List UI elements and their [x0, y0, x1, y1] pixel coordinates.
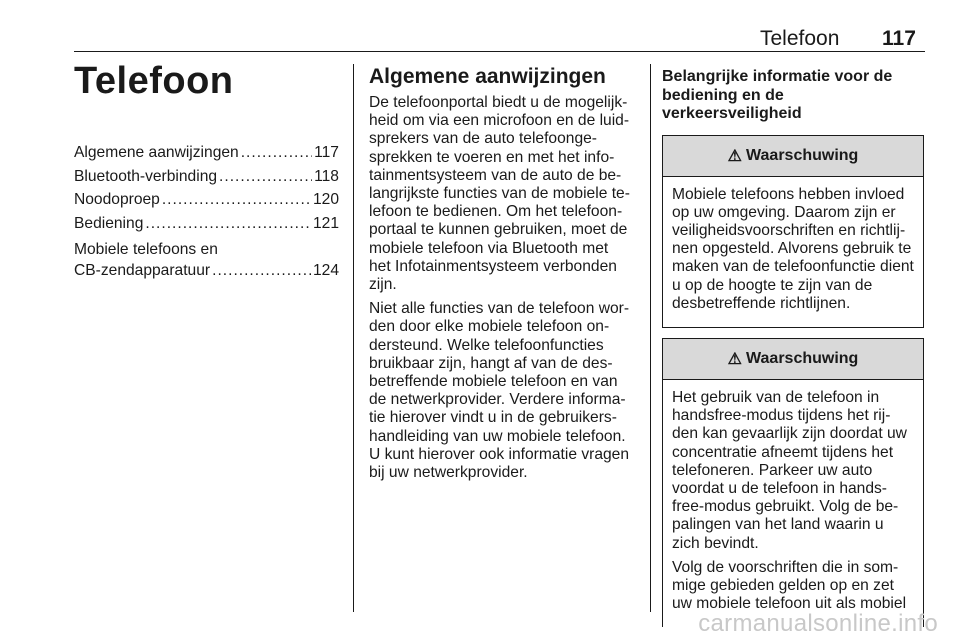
- toc-entry-page: 117: [314, 144, 339, 161]
- toc-entry-bluetooth-verbinding[interactable]: [74, 167, 339, 188]
- middle-column: [369, 64, 634, 488]
- toc-leader-dots: [145, 214, 311, 235]
- toc-entry-page: 124: [312, 261, 339, 279]
- warning-title: Waarschuwing: [746, 146, 859, 164]
- toc-entry-label-line2: CB-zendapparatuur: [74, 261, 211, 279]
- warning-header: [663, 136, 923, 177]
- warning-paragraph: Mobiele telefoons hebben invloed op uw omgeving. Daarom zijn er veiligheidsvoorschriften en richtlij-nen opgesteld. Alvorens gebruik te maken van de telefoonfunctie dient u op de hoogte te zijn van de desbetreffende richtlijnen.: [672, 185, 914, 312]
- toc-entry-label: Algemene aanwijzingen: [74, 144, 239, 161]
- toc-leader-dots: [212, 261, 311, 282]
- warning-body: [663, 380, 923, 627]
- toc-entry-bediening[interactable]: [74, 214, 339, 235]
- toc-entry-label: Noodoproep: [74, 191, 160, 208]
- toc-entry-page: 118: [314, 167, 339, 185]
- warning-paragraph: Het gebruik van de telefoon in handsfree-modus tijdens het rij-den kan gevaarlijk zijn doordat uw concentratie afneemt tijdens het telefoneren. Parkeer uw auto voordat u de telefoon in hands-free-modus gebruikt. Volg de be-palingen van het land waarin u zich bevindt.: [672, 388, 907, 552]
- chapter-title: Telefoon: [74, 60, 234, 102]
- toc-entry-label-line1: Mobiele telefoons en: [74, 241, 218, 258]
- toc-leader-dots: [219, 167, 312, 188]
- section-heading-algemene-aanwijzingen: Algemene aanwijzingen: [369, 65, 606, 88]
- toc-entry-noodoproep[interactable]: [74, 190, 339, 211]
- warning-triangle-icon: ⚠: [727, 147, 743, 165]
- right-column: [662, 68, 924, 637]
- warning-box: [662, 338, 924, 627]
- warning-paragraph: Volg de voorschriften die in som-mige gebieden gelden op en zet uw mobiele telefoon uit als mobiel: [672, 558, 907, 613]
- column-divider-right: [650, 64, 651, 612]
- toc-leader-dots: [162, 190, 311, 211]
- warning-triangle-icon: ⚠: [727, 350, 743, 368]
- header-page-number: 117: [882, 27, 916, 50]
- body-paragraph: De telefoonportal biedt u de mogelijk-heid om via een microfoon en de luid-sprekers van de auto telefoonge-sprekken te voeren en met het info-tainmentsysteem van de auto de be-langrijkste functies van de mobiele te-lefoon te bedienen. Om het telefoon-portaal te kunnen gebruiken, moet de mobiele telefoon via Bluetooth met het Infotainmentsysteem verbonden zijn.: [369, 94, 630, 294]
- warning-body: [663, 177, 923, 327]
- warning-header: [663, 339, 923, 380]
- toc-entry-page: 121: [312, 214, 339, 232]
- toc-entry-mobiele-telefoons[interactable]: [74, 240, 339, 281]
- header-title: Telefoon: [760, 27, 840, 50]
- toc-entry-algemene-aanwijzingen[interactable]: [74, 143, 339, 164]
- toc-entry-label: Bediening: [74, 214, 144, 232]
- body-paragraph: Niet alle functies van de telefoon wor-den door elke mobiele telefoon on-dersteund. Welke telefoonfuncties bruikbaar zijn, hangt af van de des-betreffende mobiele telefoon en van de netwerkprovider. Verdere informa-tie hierover vindt u in de gebruikers-handleiding van uw mobiele telefoon. U kunt hierover ook informatie vragen bij uw netwerkprovider.: [369, 300, 630, 482]
- toc-leader-dots: [241, 143, 312, 164]
- warning-title: Waarschuwing: [746, 349, 859, 367]
- warning-box: [662, 135, 924, 328]
- toc-entry-page: 120: [312, 191, 339, 208]
- section-heading-belangrijke-informatie: Belangrijke informatie voor de bediening en de verkeersveiligheid: [662, 68, 893, 122]
- watermark: carmanualsonline.info: [698, 610, 938, 637]
- toc-entry-label: Bluetooth-verbinding: [74, 167, 218, 185]
- header-rule: [74, 51, 925, 52]
- table-of-contents: [74, 143, 339, 284]
- column-divider-left: [353, 64, 354, 612]
